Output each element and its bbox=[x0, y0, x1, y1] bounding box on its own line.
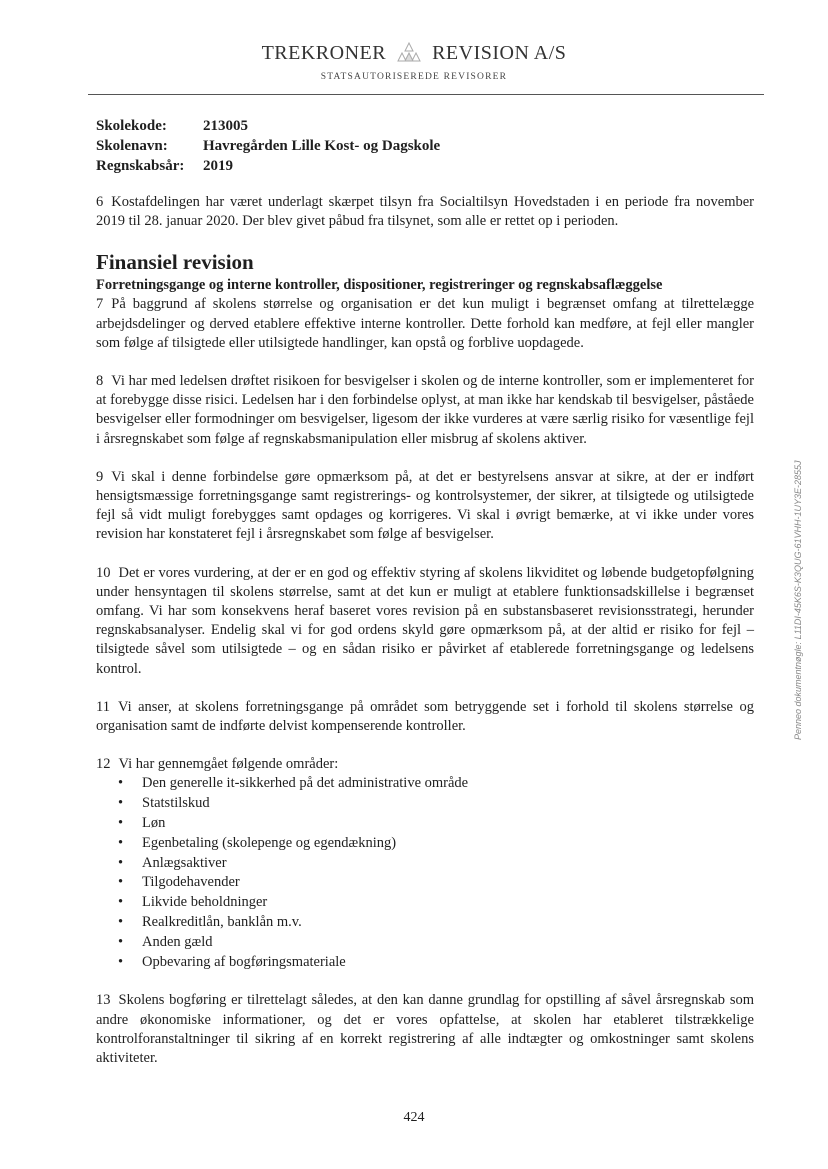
skolenavn-value: Havregården Lille Kost- og Dagskole bbox=[203, 138, 441, 154]
document-body bbox=[96, 193, 754, 1087]
paragraph-10 bbox=[96, 564, 754, 679]
skolekode-label: Skolekode: bbox=[96, 118, 167, 134]
paragraph-text: Skolens bogføring er tilrettelagt således, at den kan danne grundlag for opstilling af såvel årsregnskab som andre økonomiske informationer, og det er vores opfattelse, at skolen har etableret tilstrækkelige kontrolforanstaltninger til sikring af en korrekt registrering af alle indtægter og omkostninger samt skolens aktiviteter. bbox=[96, 992, 754, 1067]
paragraph-text: Vi skal i denne forbindelse gøre opmærksom på, at det er bestyrelsens ansvar at sikre, at der er indført hensigtsmæssige forretningsgange samt registrerings- og kontrolsystemer, der sikrer, at tilsigtede og utilsigtede fejl så vidt muligt forebygges samt opdages og korrigeres. Vi skal i øvrigt bemærke, at vi ikke under vores revision har konstateret fejl i årsregnskabet som følge af besvigelser. bbox=[96, 468, 754, 543]
paragraph-number: 7 bbox=[96, 296, 104, 313]
paragraph-text: Vi har med ledelsen drøftet risikoen for besvigelser i skolen og de interne kontroller, som er implementeret for at forebygge disse risici. Ledelsen har i den forbindelse oplyst, at man ikke har kendskab til besvigelser, påståede besvigelser eller formodninger om besvigelser, ligesom der ikke vurderes at være særlig risiko for væsentlige fejl i årsregnskabet som følge af regnskabsmanipulation eller misbrug af skolens aktiver. bbox=[96, 373, 754, 447]
firm-name-left: TREKRONER bbox=[261, 41, 387, 64]
skolekode-row bbox=[96, 116, 440, 136]
firm-name-right: REVISION A/S bbox=[432, 41, 567, 64]
skolenavn-row bbox=[96, 136, 440, 156]
list-item: • Tilgodehavender bbox=[96, 873, 754, 893]
regnskabsaar-label: Regnskabsår: bbox=[96, 158, 185, 174]
document-key-watermark: Penneo dokumentnøgle: L11DI-45K6S-K3QUG-61VHH-1UY3E-2855J bbox=[793, 460, 803, 740]
paragraph-9 bbox=[96, 468, 754, 545]
paragraph-text: Vi har gennemgået følgende områder: bbox=[118, 756, 339, 773]
firm-name bbox=[0, 40, 828, 66]
paragraph-12 bbox=[96, 755, 754, 774]
firm-subtitle: STATSAUTORISEREDE REVISORER bbox=[320, 72, 508, 82]
list-item: • Den generelle it-sikkerhed på det administrative område bbox=[96, 774, 754, 794]
skolekode-value: 213005 bbox=[203, 118, 248, 134]
paragraph-6 bbox=[96, 193, 754, 231]
list-item: • Realkreditlån, banklån m.v. bbox=[96, 913, 754, 933]
section-subtitle: Forretningsgange og interne kontroller, dispositioner, registreringer og regnskabsaflæggelse bbox=[96, 277, 663, 294]
list-item: • Løn bbox=[96, 814, 754, 834]
paragraph-text: Kostafdelingen har været underlagt skærpet tilsyn fra Socialtilsyn Hovedstaden i en periode fra november 2019 til 28. januar 2020. Der blev givet påbud fra tilsynet, som alle er rettet op i perioden. bbox=[96, 194, 754, 230]
paragraph-number: 8 bbox=[96, 373, 104, 390]
paragraph-number: 13 bbox=[96, 992, 111, 1009]
paragraph-number: 10 bbox=[96, 564, 111, 581]
paragraph-text: På baggrund af skolens størrelse og organisation er det kun muligt i begrænset omfang at tilrettelægge arbejdsdelinger og derved etablere effektive interne kontroller. Dette forhold kan medføre, at fejl eller mangler som følge af tilsigtede eller utilsigtede handlinger, kan opstå og forblive uopdagede. bbox=[96, 296, 754, 351]
paragraph-number: 6 bbox=[96, 194, 104, 210]
paragraph-number: 9 bbox=[96, 468, 104, 485]
paragraph-13 bbox=[96, 991, 754, 1068]
list-item: • Statstilskud bbox=[96, 794, 754, 814]
section-title: Finansiel revision bbox=[96, 250, 254, 275]
skolenavn-label: Skolenavn: bbox=[96, 138, 168, 154]
list-item: • Egenbetaling (skolepenge og egendækning) bbox=[96, 834, 754, 854]
list-item: • Anden gæld bbox=[96, 933, 754, 953]
school-info bbox=[96, 116, 440, 176]
paragraph-7 bbox=[96, 295, 754, 353]
reviewed-areas-list bbox=[96, 774, 754, 972]
list-item: • Likvide beholdninger bbox=[96, 893, 754, 913]
list-item: • Opbevaring af bogføringsmateriale bbox=[96, 953, 754, 973]
paragraph-8 bbox=[96, 372, 754, 449]
paragraph-number: 12 bbox=[96, 756, 111, 773]
list-item: • Anlægsaktiver bbox=[96, 854, 754, 874]
paragraph-text: Vi anser, at skolens forretningsgange på området som betryggende set i forhold til skolens størrelse og organisation samt de indførte delvist kompenserende kontroller. bbox=[96, 698, 754, 735]
regnskabsaar-row bbox=[96, 156, 440, 176]
paragraph-text: Det er vores vurdering, at der er en god og effektiv styring af skolens likviditet og løbende budgetopfølgning under hensyntagen til skolens størrelse, samt at det kun er muligt at etablere funktionsadskillelse i begrænset omfang. Vi har som konsekvens heraf baseret vores revision på en substansbaseret revisionsstrategi, herunder regnskabsanalyser. Endelig skal vi for god ordens skyld gøre opmærksom på, at der altid er risiko for fejl – tilsigtede såvel som utilsigtede – og en sådan risiko er påvirket af etablerede forretningsgange og ledelsens kontrol. bbox=[96, 564, 754, 677]
header-rule bbox=[88, 94, 764, 95]
regnskabsaar-value: 2019 bbox=[203, 158, 233, 174]
paragraph-number: 11 bbox=[96, 698, 110, 715]
letterhead bbox=[0, 40, 828, 82]
paragraph-11 bbox=[96, 698, 754, 736]
page-number: 424 bbox=[403, 1110, 425, 1125]
crown-logo-icon bbox=[396, 41, 422, 65]
